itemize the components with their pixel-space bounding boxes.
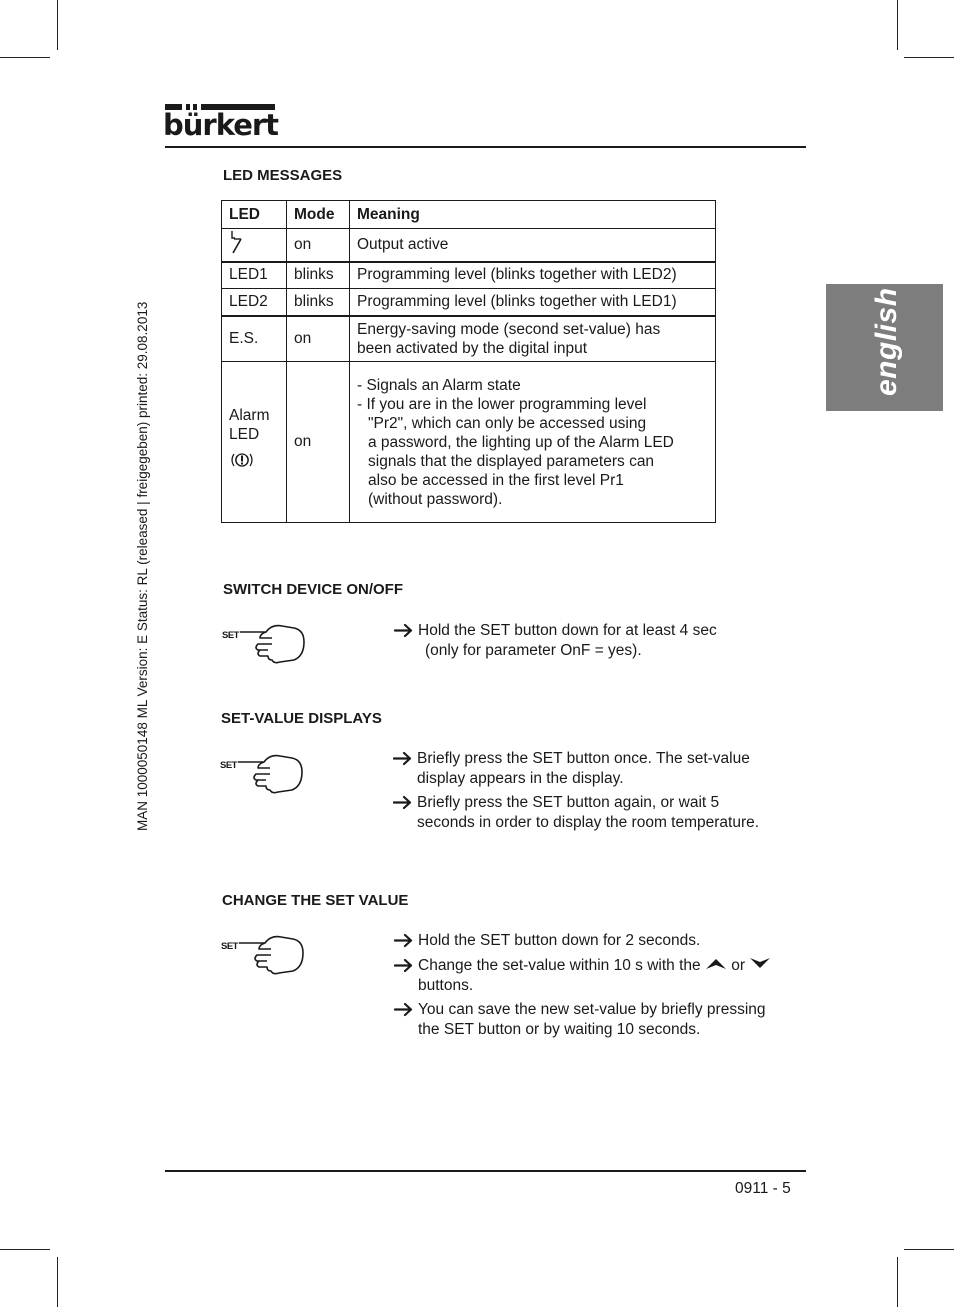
instruction-item xyxy=(394,956,804,995)
arrow-right-icon xyxy=(393,793,413,818)
meaning-cell xyxy=(350,362,716,523)
instruction-text xyxy=(418,956,804,976)
crop-mark xyxy=(0,1249,50,1250)
meaning-line: "Pr2", which can only be accessed using xyxy=(368,414,647,432)
instruction-text: seconds in order to display the room temperature. xyxy=(417,813,760,831)
table-row xyxy=(222,362,716,523)
instruction-text: Briefly press the SET button once. The set-value xyxy=(417,750,750,767)
instruction-text: buttons. xyxy=(418,976,474,994)
down-arrow-icon xyxy=(749,956,771,976)
document-meta-vertical: MAN 1000050148 ML Version: E Status: RL (released | freigegeben) printed: 29.08.2013 xyxy=(135,301,150,831)
crop-mark xyxy=(904,57,954,58)
output-lightning-icon xyxy=(229,242,243,259)
set-value-displays-heading: SET-VALUE DISPLAYS xyxy=(221,710,382,727)
instruction-item xyxy=(393,749,803,788)
table-row xyxy=(222,229,716,262)
language-tab-label: english xyxy=(870,287,903,396)
instruction-text: (only for parameter OnF = yes). xyxy=(425,641,642,659)
led-cell: LED2 xyxy=(222,289,287,316)
meaning-line: (without password). xyxy=(368,490,503,508)
alarm-icon xyxy=(229,447,279,478)
arrow-right-icon xyxy=(394,931,414,956)
instruction-item xyxy=(393,793,803,832)
instruction-text: display appears in the display. xyxy=(417,769,624,787)
meaning-line: signals that the displayed parameters can xyxy=(368,452,655,470)
table-row xyxy=(222,289,716,316)
led-messages-table xyxy=(221,200,716,523)
meaning-line: - If you are in the lower programming level xyxy=(357,395,647,413)
crop-mark xyxy=(897,0,898,50)
arrow-right-icon xyxy=(393,749,413,774)
switch-device-heading: SWITCH DEVICE ON/OFF xyxy=(223,581,403,598)
instruction-text: the SET button or by waiting 10 seconds. xyxy=(418,1020,701,1038)
set-button-label: SET xyxy=(222,630,239,641)
led-cell: E.S. xyxy=(222,316,287,362)
header-rule xyxy=(165,146,806,148)
crop-mark xyxy=(0,57,50,58)
arrow-right-icon xyxy=(394,621,414,646)
meaning-cell: Output active xyxy=(350,229,716,262)
up-arrow-icon xyxy=(705,956,727,976)
meaning-line: a password, the lighting up of the Alarm LED xyxy=(368,433,674,451)
led-messages-heading: LED MESSAGES xyxy=(223,167,343,184)
logo-wordmark: bürkert xyxy=(163,108,279,142)
crop-mark xyxy=(897,1257,898,1307)
mode-cell: blinks xyxy=(287,262,350,289)
col-header-mode: Mode xyxy=(287,201,350,229)
led-cell xyxy=(222,362,287,523)
led-label-line: LED xyxy=(229,426,260,443)
instruction-text-part: or xyxy=(731,957,746,974)
mode-cell: on xyxy=(287,362,350,523)
instruction-item xyxy=(394,931,804,951)
set-button-hand-icon xyxy=(222,620,308,666)
crop-mark xyxy=(57,0,58,50)
instruction-item xyxy=(394,621,794,660)
crop-mark xyxy=(904,1249,954,1250)
meaning-cell: Programming level (blinks together with LED1) xyxy=(350,289,716,316)
meaning-line: also be accessed in the first level Pr1 xyxy=(368,471,624,489)
meaning-cell xyxy=(350,316,716,362)
instruction-text: Hold the SET button down for at least 4 sec xyxy=(418,622,717,639)
arrow-right-icon xyxy=(394,1000,414,1025)
page-number: 0911 - 5 xyxy=(735,1180,791,1197)
crop-mark xyxy=(57,1257,58,1307)
instruction-text: You can save the new set-value by briefly pressing xyxy=(418,1001,766,1018)
instruction-text-part: Change the set-value within 10 s with the xyxy=(418,957,701,974)
mode-cell: on xyxy=(287,316,350,362)
mode-cell: on xyxy=(287,229,350,262)
arrow-right-icon xyxy=(394,956,414,981)
table-row xyxy=(222,262,716,289)
set-button-label: SET xyxy=(221,941,238,952)
table-header-row xyxy=(222,201,716,229)
led-label-line: Alarm xyxy=(229,407,270,424)
language-tab xyxy=(826,284,943,411)
col-header-meaning: Meaning xyxy=(350,201,716,229)
led-cell xyxy=(222,229,287,262)
meaning-line: - Signals an Alarm state xyxy=(357,376,521,394)
instruction-text: Hold the SET button down for 2 seconds. xyxy=(418,932,701,949)
table-row xyxy=(222,316,716,362)
footer-rule xyxy=(165,1170,806,1172)
change-set-value-heading: CHANGE THE SET VALUE xyxy=(222,892,409,909)
set-button-hand-icon xyxy=(220,750,306,796)
col-header-led: LED xyxy=(222,201,287,229)
meaning-cell: Programming level (blinks together with LED2) xyxy=(350,262,716,289)
meaning-line: been activated by the digital input xyxy=(357,339,588,357)
mode-cell: blinks xyxy=(287,289,350,316)
burkert-logo xyxy=(163,104,279,146)
set-button-label: SET xyxy=(220,760,237,771)
instruction-text: Briefly press the SET button again, or wait 5 xyxy=(417,794,720,811)
meaning-line: Energy-saving mode (second set-value) has xyxy=(357,320,661,338)
set-button-hand-icon xyxy=(221,931,307,977)
instruction-item xyxy=(394,1000,804,1039)
led-cell: LED1 xyxy=(222,262,287,289)
